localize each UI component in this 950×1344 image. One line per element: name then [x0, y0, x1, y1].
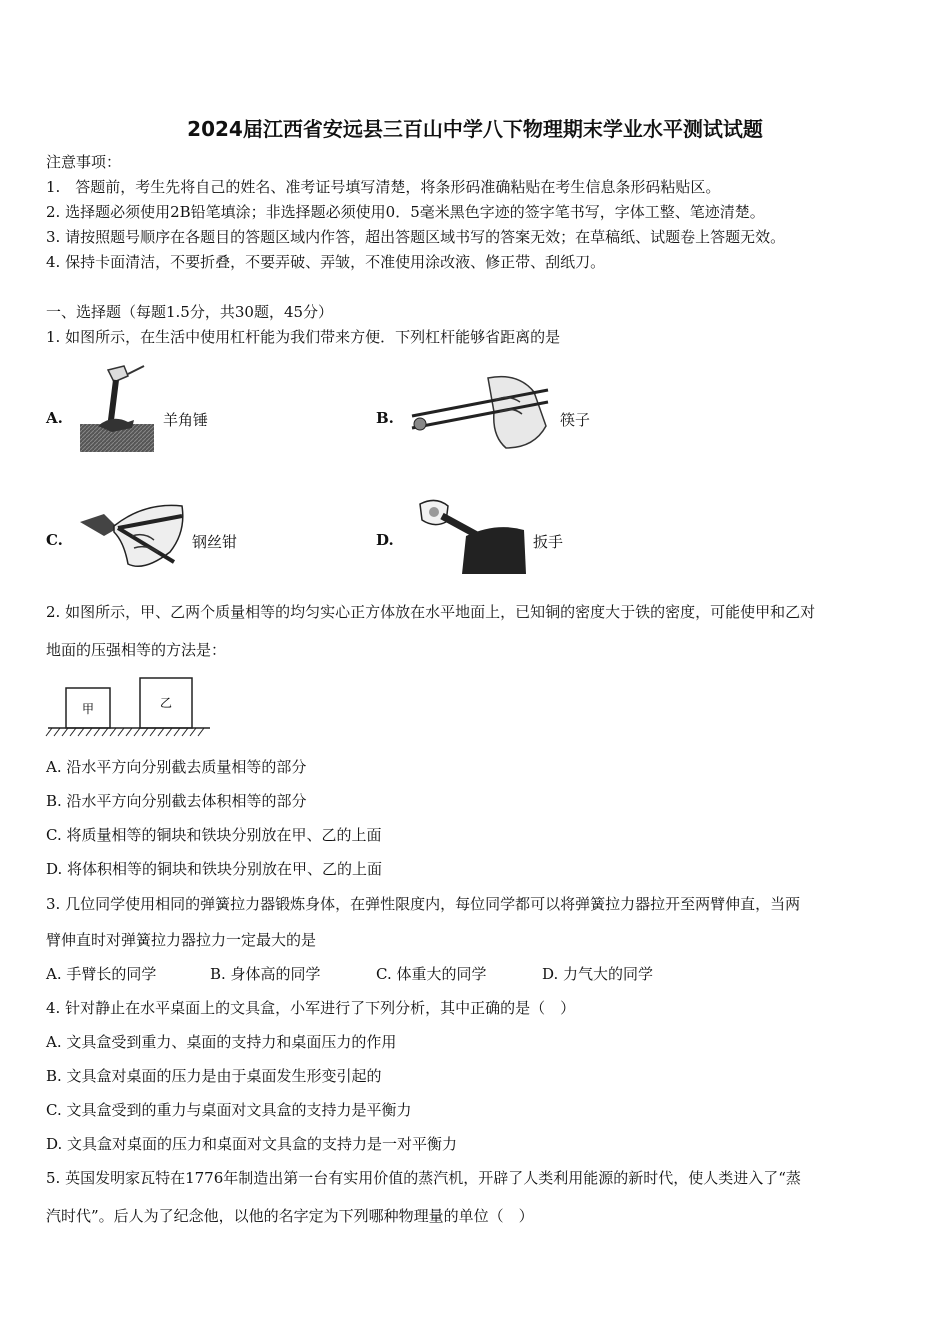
question-3-stem: 臂伸直时对弹簧拉力器拉力一定最大的是 — [46, 931, 317, 949]
q1-option-label: A. — [46, 409, 63, 427]
q4-option: B. 文具盒对桌面的压力是由于桌面发生形变引起的 — [46, 1067, 382, 1085]
q1-option-caption: 筷子 — [560, 411, 591, 429]
question-2-stem: 地面的压强相等的方法是： — [46, 641, 227, 659]
q1-option-label: B. — [376, 409, 394, 427]
q1-option-label: D. — [376, 531, 394, 549]
q3-option: C. 体重大的同学 — [376, 965, 487, 983]
cube-a-label: 甲 — [81, 702, 95, 716]
wrench-image — [406, 496, 528, 576]
question-3-stem: 3. 几位同学使用相同的弹簧拉力器锻炼身体，在弹性限度内，每位同学都可以将弹簧拉力器拉开至两臂伸直，当两 — [46, 895, 801, 913]
q1-option-caption: 扳手 — [533, 533, 564, 551]
q3-option: D. 力气大的同学 — [542, 965, 654, 983]
notice-item: 2. 选择题必须使用2B铅笔填涂；非选择题必须使用0．5毫米黑色字迹的签字笔书写，字体工整、笔迹清楚。 — [46, 203, 765, 221]
q1-option-label: C. — [46, 531, 63, 549]
question-5-stem: 5. 英国发明家瓦特在1776年制造出第一台有实用价值的蒸汽机，开辟了人类利用能源的新时代，使人类进入了“蒸 — [46, 1169, 801, 1187]
q2-option: D. 将体积相等的铜块和铁块分别放在甲、乙的上面 — [46, 860, 383, 878]
chopsticks-image — [408, 372, 550, 452]
q1-option-caption: 羊角锤 — [163, 411, 209, 429]
question-4-stem: 4. 针对静止在水平桌面上的文具盒，小军进行了下列分析，其中正确的是（ ） — [46, 999, 576, 1017]
question-5-stem: 汽时代”。后人为了纪念他，以他的名字定为下列哪种物理量的单位（ ） — [46, 1207, 534, 1225]
notice-heading: 注意事项： — [46, 153, 122, 171]
q4-option: A. 文具盒受到重力、桌面的支持力和桌面压力的作用 — [46, 1033, 397, 1051]
q2-option: A. 沿水平方向分别截去质量相等的部分 — [46, 758, 307, 776]
notice-item: 3. 请按照题号顺序在各题目的答题区域内作答，超出答题区域书写的答案无效；在草稿纸、试题卷上答题无效。 — [46, 228, 786, 246]
q2-option: C. 将质量相等的铜块和铁块分别放在甲、乙的上面 — [46, 826, 382, 844]
notice-item: 1. 答题前，考生先将自己的姓名、准考证号填写清楚，将条形码准确粘贴在考生信息条形码粘贴区。 — [46, 178, 721, 196]
q1-option-caption: 钢丝钳 — [192, 533, 238, 551]
notice-item: 4. 保持卡面清洁，不要折叠，不要弄破、弄皱，不准使用涂改液、修正带、刮纸刀。 — [46, 253, 606, 271]
q4-option: D. 文具盒对桌面的压力和桌面对文具盒的支持力是一对平衡力 — [46, 1135, 458, 1153]
q4-option: C. 文具盒受到的重力与桌面对文具盒的支持力是平衡力 — [46, 1101, 412, 1119]
q3-option: B. 身体高的同学 — [210, 965, 321, 983]
q3-option: A. 手臂长的同学 — [46, 965, 157, 983]
pliers-image — [74, 492, 190, 576]
cubes-diagram — [44, 674, 214, 738]
q2-option: B. 沿水平方向分别截去体积相等的部分 — [46, 792, 307, 810]
page-title: 2024届江西省安远县三百山中学八下物理期末学业水平测试试题 — [187, 117, 763, 141]
question-2-stem: 2. 如图所示，甲、乙两个质量相等的均匀实心正方体放在水平地面上，已知铜的密度大于铁的密度，可能使甲和乙对 — [46, 603, 816, 621]
section-heading: 一、选择题（每题1.5分，共30题，45分） — [46, 303, 334, 321]
cube-b-label: 乙 — [159, 696, 173, 710]
question-1-stem: 1. 如图所示，在生活中使用杠杆能为我们带来方便．下列杠杆能够省距离的是 — [46, 328, 561, 346]
claw-hammer-image — [78, 362, 158, 456]
